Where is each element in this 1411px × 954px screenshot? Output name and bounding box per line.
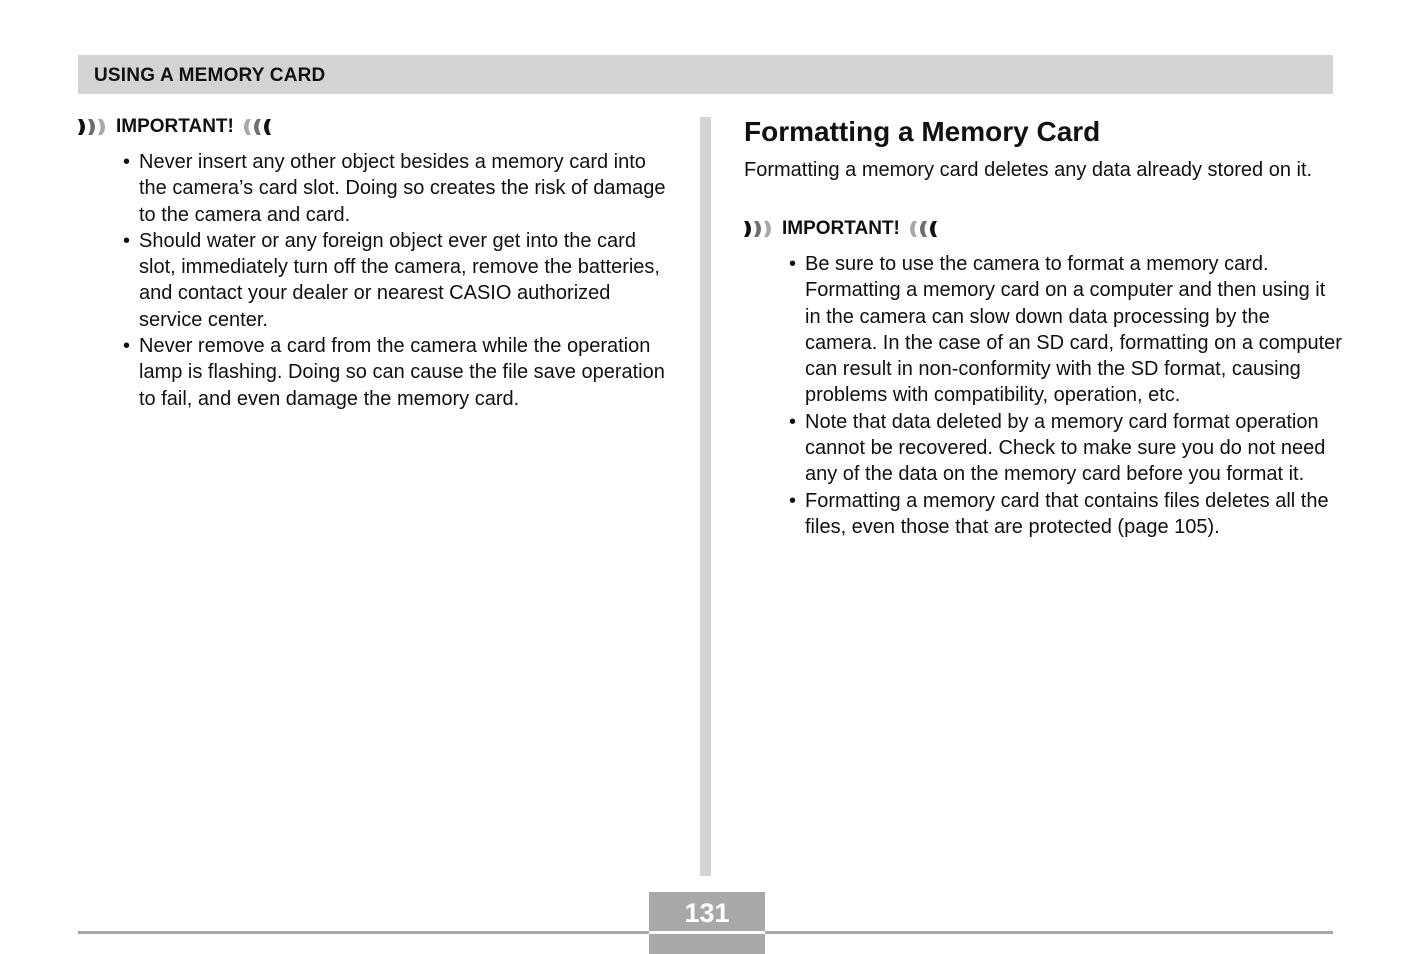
triple-right-arrow-icon <box>744 220 774 238</box>
bullet-marker: • <box>123 335 131 358</box>
triple-right-arrow-icon <box>78 118 108 136</box>
list-item-text: Never remove a card from the camera while the operation lamp is flashing. Doing so can cause the file save operation to fail, and even damage the memory card. <box>139 335 665 410</box>
section-intro: Formatting a memory card deletes any data already stored on it. <box>744 159 1313 181</box>
bullet-marker: • <box>123 151 131 173</box>
important-list-right <box>744 251 1344 540</box>
list-item <box>789 409 1344 488</box>
important-label: IMPORTANT! <box>782 218 900 239</box>
page-number-gap <box>649 931 765 934</box>
important-list-left <box>78 149 678 412</box>
running-header <box>78 55 1333 94</box>
list-item <box>123 333 678 412</box>
triple-left-arrow-icon <box>241 118 271 136</box>
column-divider <box>700 117 711 876</box>
triple-left-arrow-icon <box>907 220 937 238</box>
right-column <box>744 113 1344 540</box>
list-item <box>789 251 1344 409</box>
list-item <box>123 228 678 333</box>
bullet-marker: • <box>123 229 131 252</box>
list-item-text: Formatting a memory card that contains files deletes all the files, even those that are protected (page 105). <box>805 489 1329 538</box>
left-column <box>78 113 678 412</box>
list-item-text: Be sure to use the camera to format a memory card. Formatting a memory card on a computer and then using it in the camera can slow down data processing by the camera. In the case of an SD card, formatting on a computer can result in non-conformity with the SD format, causing problems with compatibility, operation, etc. <box>805 253 1342 407</box>
running-header-title: USING A MEMORY CARD <box>94 65 326 86</box>
important-heading-left <box>78 113 678 141</box>
list-item-text: Note that data deleted by a memory card format operation cannot be recovered. Check to make sure you do not need any of the data on the memory card before you format it. <box>805 410 1326 486</box>
important-label: IMPORTANT! <box>116 116 234 137</box>
bullet-marker: • <box>789 253 797 275</box>
page-number: 131 <box>684 898 730 928</box>
important-heading-right <box>744 215 1344 243</box>
list-item <box>789 488 1344 541</box>
section-title: Formatting a Memory Card <box>744 116 1101 147</box>
bullet-marker: • <box>789 410 797 433</box>
list-item <box>123 149 678 228</box>
list-item-text: Should water or any foreign object ever get into the card slot, immediately turn off the camera, remove the batteries, and contact your dealer or nearest CASIO authorized service center. <box>139 229 660 331</box>
list-item-text: Never insert any other object besides a memory card into the camera’s card slot. Doing so creates the risk of damage to the camera and card. <box>139 151 666 226</box>
page-number-box <box>649 892 765 954</box>
bullet-marker: • <box>789 489 797 512</box>
